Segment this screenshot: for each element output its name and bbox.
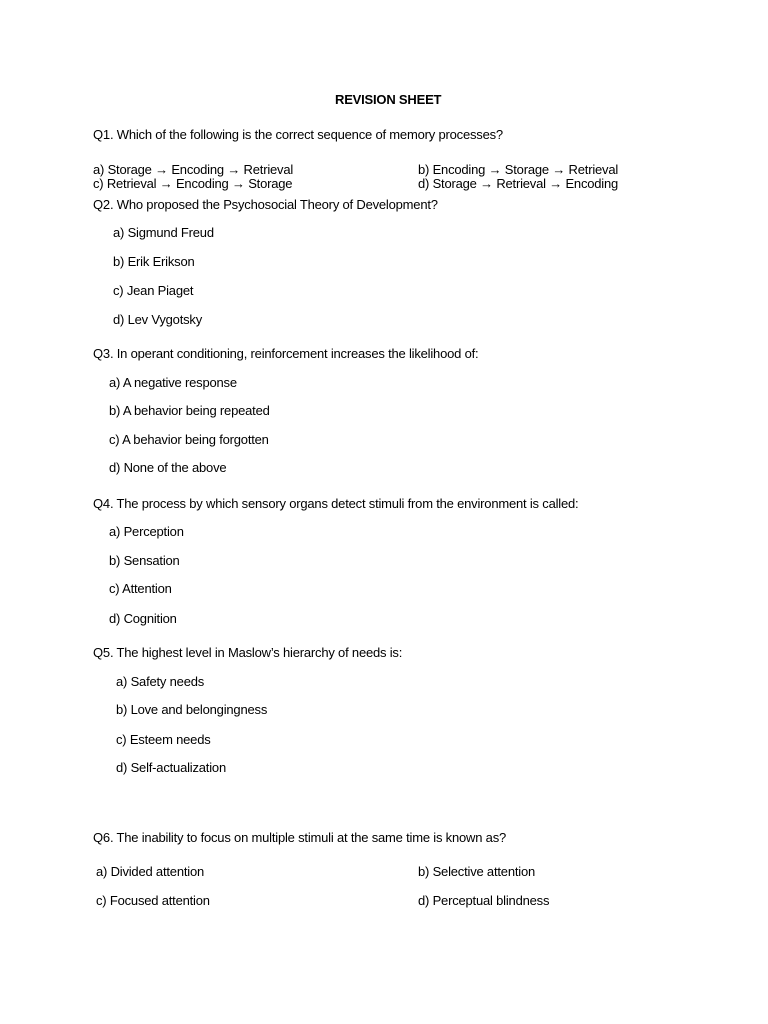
q4-option-a: a) Perception xyxy=(109,524,184,539)
question-2: Q2. Who proposed the Psychosocial Theory of Development? xyxy=(93,197,438,212)
q6-option-c: c) Focused attention xyxy=(96,893,210,908)
q5-option-a: a) Safety needs xyxy=(116,674,205,689)
q1-option-d: d) Storage → Retrieval → Encoding xyxy=(418,176,619,191)
q3-option-a: a) A negative response xyxy=(109,375,237,390)
q2-option-d: d) Lev Vygotsky xyxy=(113,312,203,327)
q3-option-b: b) A behavior being repeated xyxy=(109,403,270,418)
q1-option-b: b) Encoding → Storage → Retrieval xyxy=(418,162,619,177)
question-6: Q6. The inability to focus on multiple stimuli at the same time is known as? xyxy=(93,830,507,845)
q2-option-b: b) Erik Erikson xyxy=(113,254,195,269)
q6-option-b: b) Selective attention xyxy=(418,864,536,879)
q3-option-d: d) None of the above xyxy=(109,460,227,475)
q6-option-a: a) Divided attention xyxy=(96,864,205,879)
q4-option-c: c) Attention xyxy=(109,581,172,596)
page-title: REVISION SHEET xyxy=(335,92,442,107)
q4-option-d: d) Cognition xyxy=(109,611,177,626)
q1-option-a: a) Storage → Encoding → Retrieval xyxy=(93,162,294,177)
q5-option-b: b) Love and belongingness xyxy=(116,702,268,717)
q1-option-c: c) Retrieval → Encoding → Storage xyxy=(93,176,293,191)
q2-option-a: a) Sigmund Freud xyxy=(113,225,214,240)
question-1: Q1. Which of the following is the correct sequence of memory processes? xyxy=(93,127,503,142)
question-4: Q4. The process by which sensory organs detect stimuli from the environment is called: xyxy=(93,496,579,511)
q5-option-d: d) Self-actualization xyxy=(116,760,226,775)
q3-option-c: c) A behavior being forgotten xyxy=(109,432,269,447)
question-3: Q3. In operant conditioning, reinforcement increases the likelihood of: xyxy=(93,346,479,361)
q6-option-d: d) Perceptual blindness xyxy=(418,893,550,908)
question-5: Q5. The highest level in Maslow’s hierarchy of needs is: xyxy=(93,645,403,660)
q4-option-b: b) Sensation xyxy=(109,553,180,568)
q5-option-c: c) Esteem needs xyxy=(116,732,211,747)
q2-option-c: c) Jean Piaget xyxy=(113,283,194,298)
